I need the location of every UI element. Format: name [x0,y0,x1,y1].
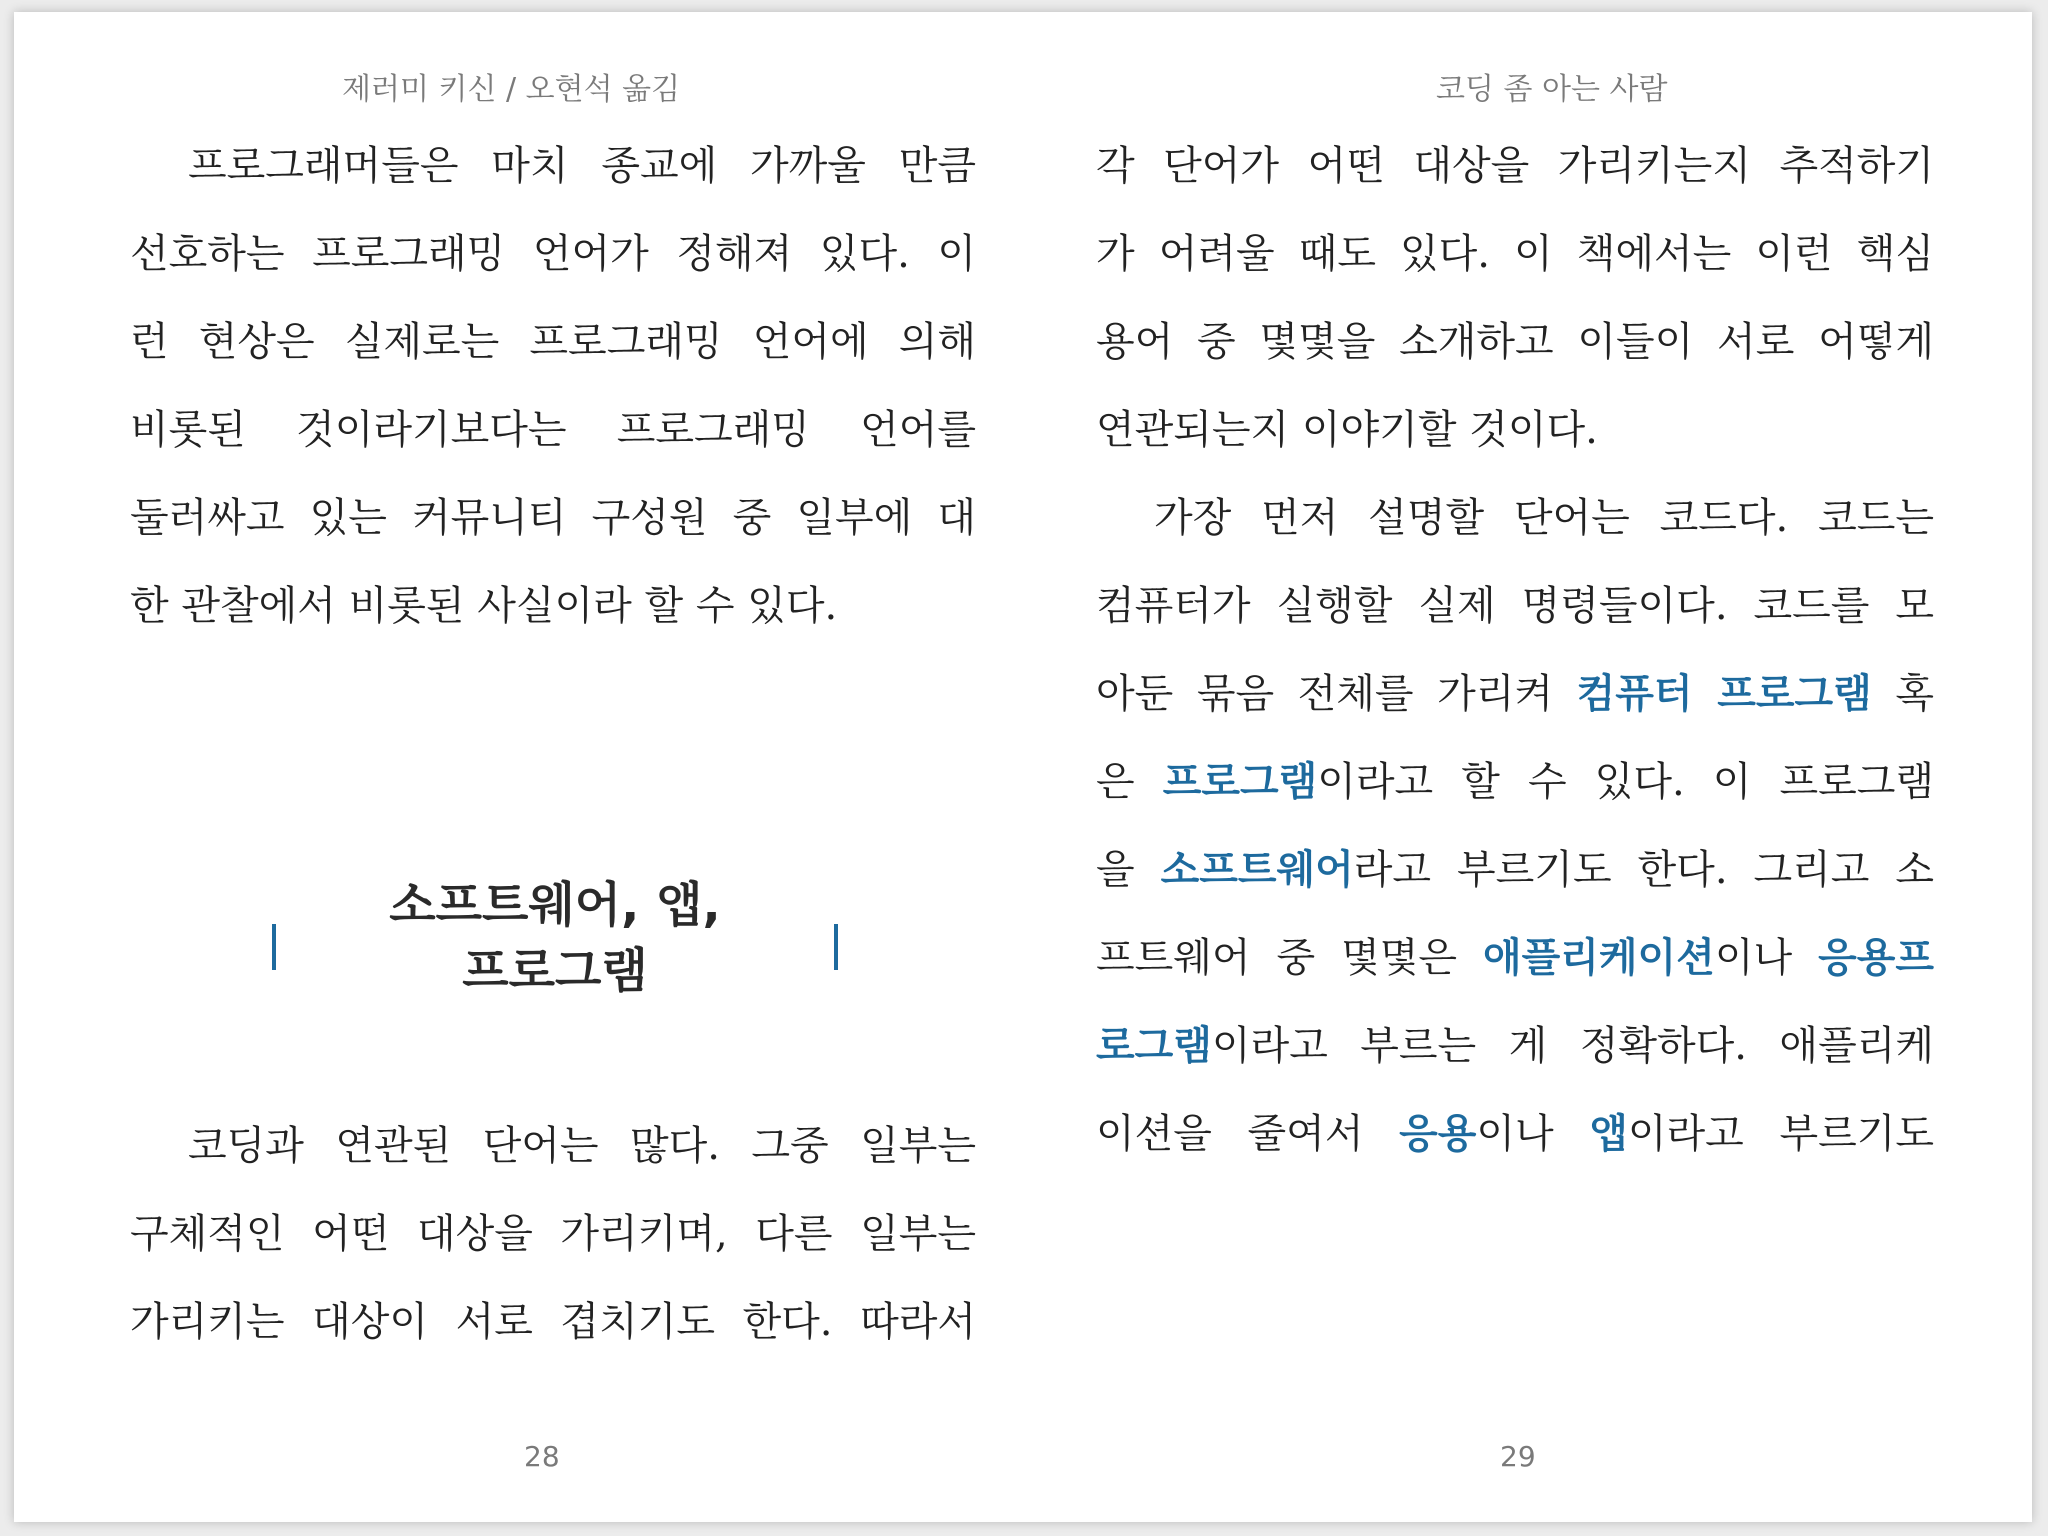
text-line: 코딩과 연관된 단어는 많다. 그중 일부는 [188,1123,976,1169]
text-run: 이나 [1714,935,1819,981]
term-application-program-part2[interactable]: 로그램 [1096,1023,1212,1069]
text-line: 구체적인 어떤 대상을 가리키며, 다른 일부는 [130,1211,976,1257]
text-line: 가장 먼저 설명할 단어는 코드다. 코드는 [1154,495,1934,541]
text-run: 이라고 부르는 게 정확하다. 애플리케 [1211,1023,1934,1069]
text-line [1096,738,1934,826]
text-line [1096,914,1934,1002]
text-line [1096,1090,1934,1178]
heading-line: 소프트웨어, 앱, [389,877,721,933]
heading-accent-bar [834,924,838,970]
text-run: 이라고 부르기도 [1627,1111,1934,1157]
text-run: 을 [1096,847,1161,893]
book-spread[interactable] [14,12,2032,1522]
text-line [1096,1002,1934,1090]
term-app[interactable]: 앱 [1589,1111,1628,1157]
text-line: 각 단어가 어떤 대상을 가리키는지 추적하기 [1096,143,1934,189]
text-run: 라고 부르기도 한다. 그리고 소 [1353,847,1934,893]
text-line: 런 현상은 실제로는 프로그래밍 언어에 의해 [130,319,976,365]
left-page[interactable] [14,12,1023,1522]
text-line: 둘러싸고 있는 커뮤니티 구성원 중 일부에 대 [130,495,976,541]
text-run: 아둔 묶음 전체를 가리켜 [1096,671,1577,717]
right-paragraph-2 [1096,474,1934,1178]
section-heading-title [300,872,810,1004]
term-eungyong[interactable]: 응용 [1399,1111,1477,1157]
term-application-program-part1[interactable]: 응용프 [1818,935,1935,981]
text-run: 이션을 줄여서 [1096,1111,1400,1157]
text-line: 연관되는지 이야기할 것이다. [1096,407,1598,453]
text-line: 용어 중 몇몇을 소개하고 이들이 서로 어떻게 [1096,319,1934,365]
text-run: 은 [1096,759,1163,805]
term-computer-program[interactable]: 컴퓨터 프로그램 [1576,671,1872,717]
section-heading [260,872,850,1032]
heading-line: 프로그램 [462,943,648,999]
term-application[interactable]: 애플리케이션 [1483,935,1715,981]
right-paragraph-1 [1096,122,1934,474]
right-page-number: 29 [1500,1440,1536,1473]
left-page-number: 28 [524,1440,560,1473]
text-line: 선호하는 프로그래밍 언어가 정해져 있다. 이 [130,231,976,277]
text-line: 가 어려울 때도 있다. 이 책에서는 이런 핵심 [1096,231,1934,277]
text-line: 한 관찰에서 비롯된 사실이라 할 수 있다. [130,583,838,629]
text-line: 프로그래머들은 마치 종교에 가까울 만큼 [188,143,976,189]
text-line: 가리키는 대상이 서로 겹치기도 한다. 따라서 [130,1299,976,1345]
left-paragraph-2 [130,1102,976,1366]
term-software[interactable]: 소프트웨어 [1160,847,1354,893]
heading-accent-bar [272,924,276,970]
left-paragraph-1 [130,122,976,650]
right-running-header: 코딩 좀 아는 사람 [1436,72,1668,107]
text-run: 이라고 할 수 있다. 이 프로그램 [1317,759,1935,805]
text-run: 프트웨어 중 몇몇은 [1096,935,1483,981]
text-line [1096,826,1934,914]
text-run: 이나 [1476,1111,1590,1157]
text-run: 혹 [1871,671,1934,717]
text-line: 비롯된 것이라기보다는 프로그래밍 언어를 [130,407,976,453]
left-running-header: 제러미 키신 / 오현석 옮김 [342,72,681,107]
text-line [1096,650,1934,738]
term-program[interactable]: 프로그램 [1162,759,1318,805]
text-line: 컴퓨터가 실행할 실제 명령들이다. 코드를 모 [1096,583,1934,629]
